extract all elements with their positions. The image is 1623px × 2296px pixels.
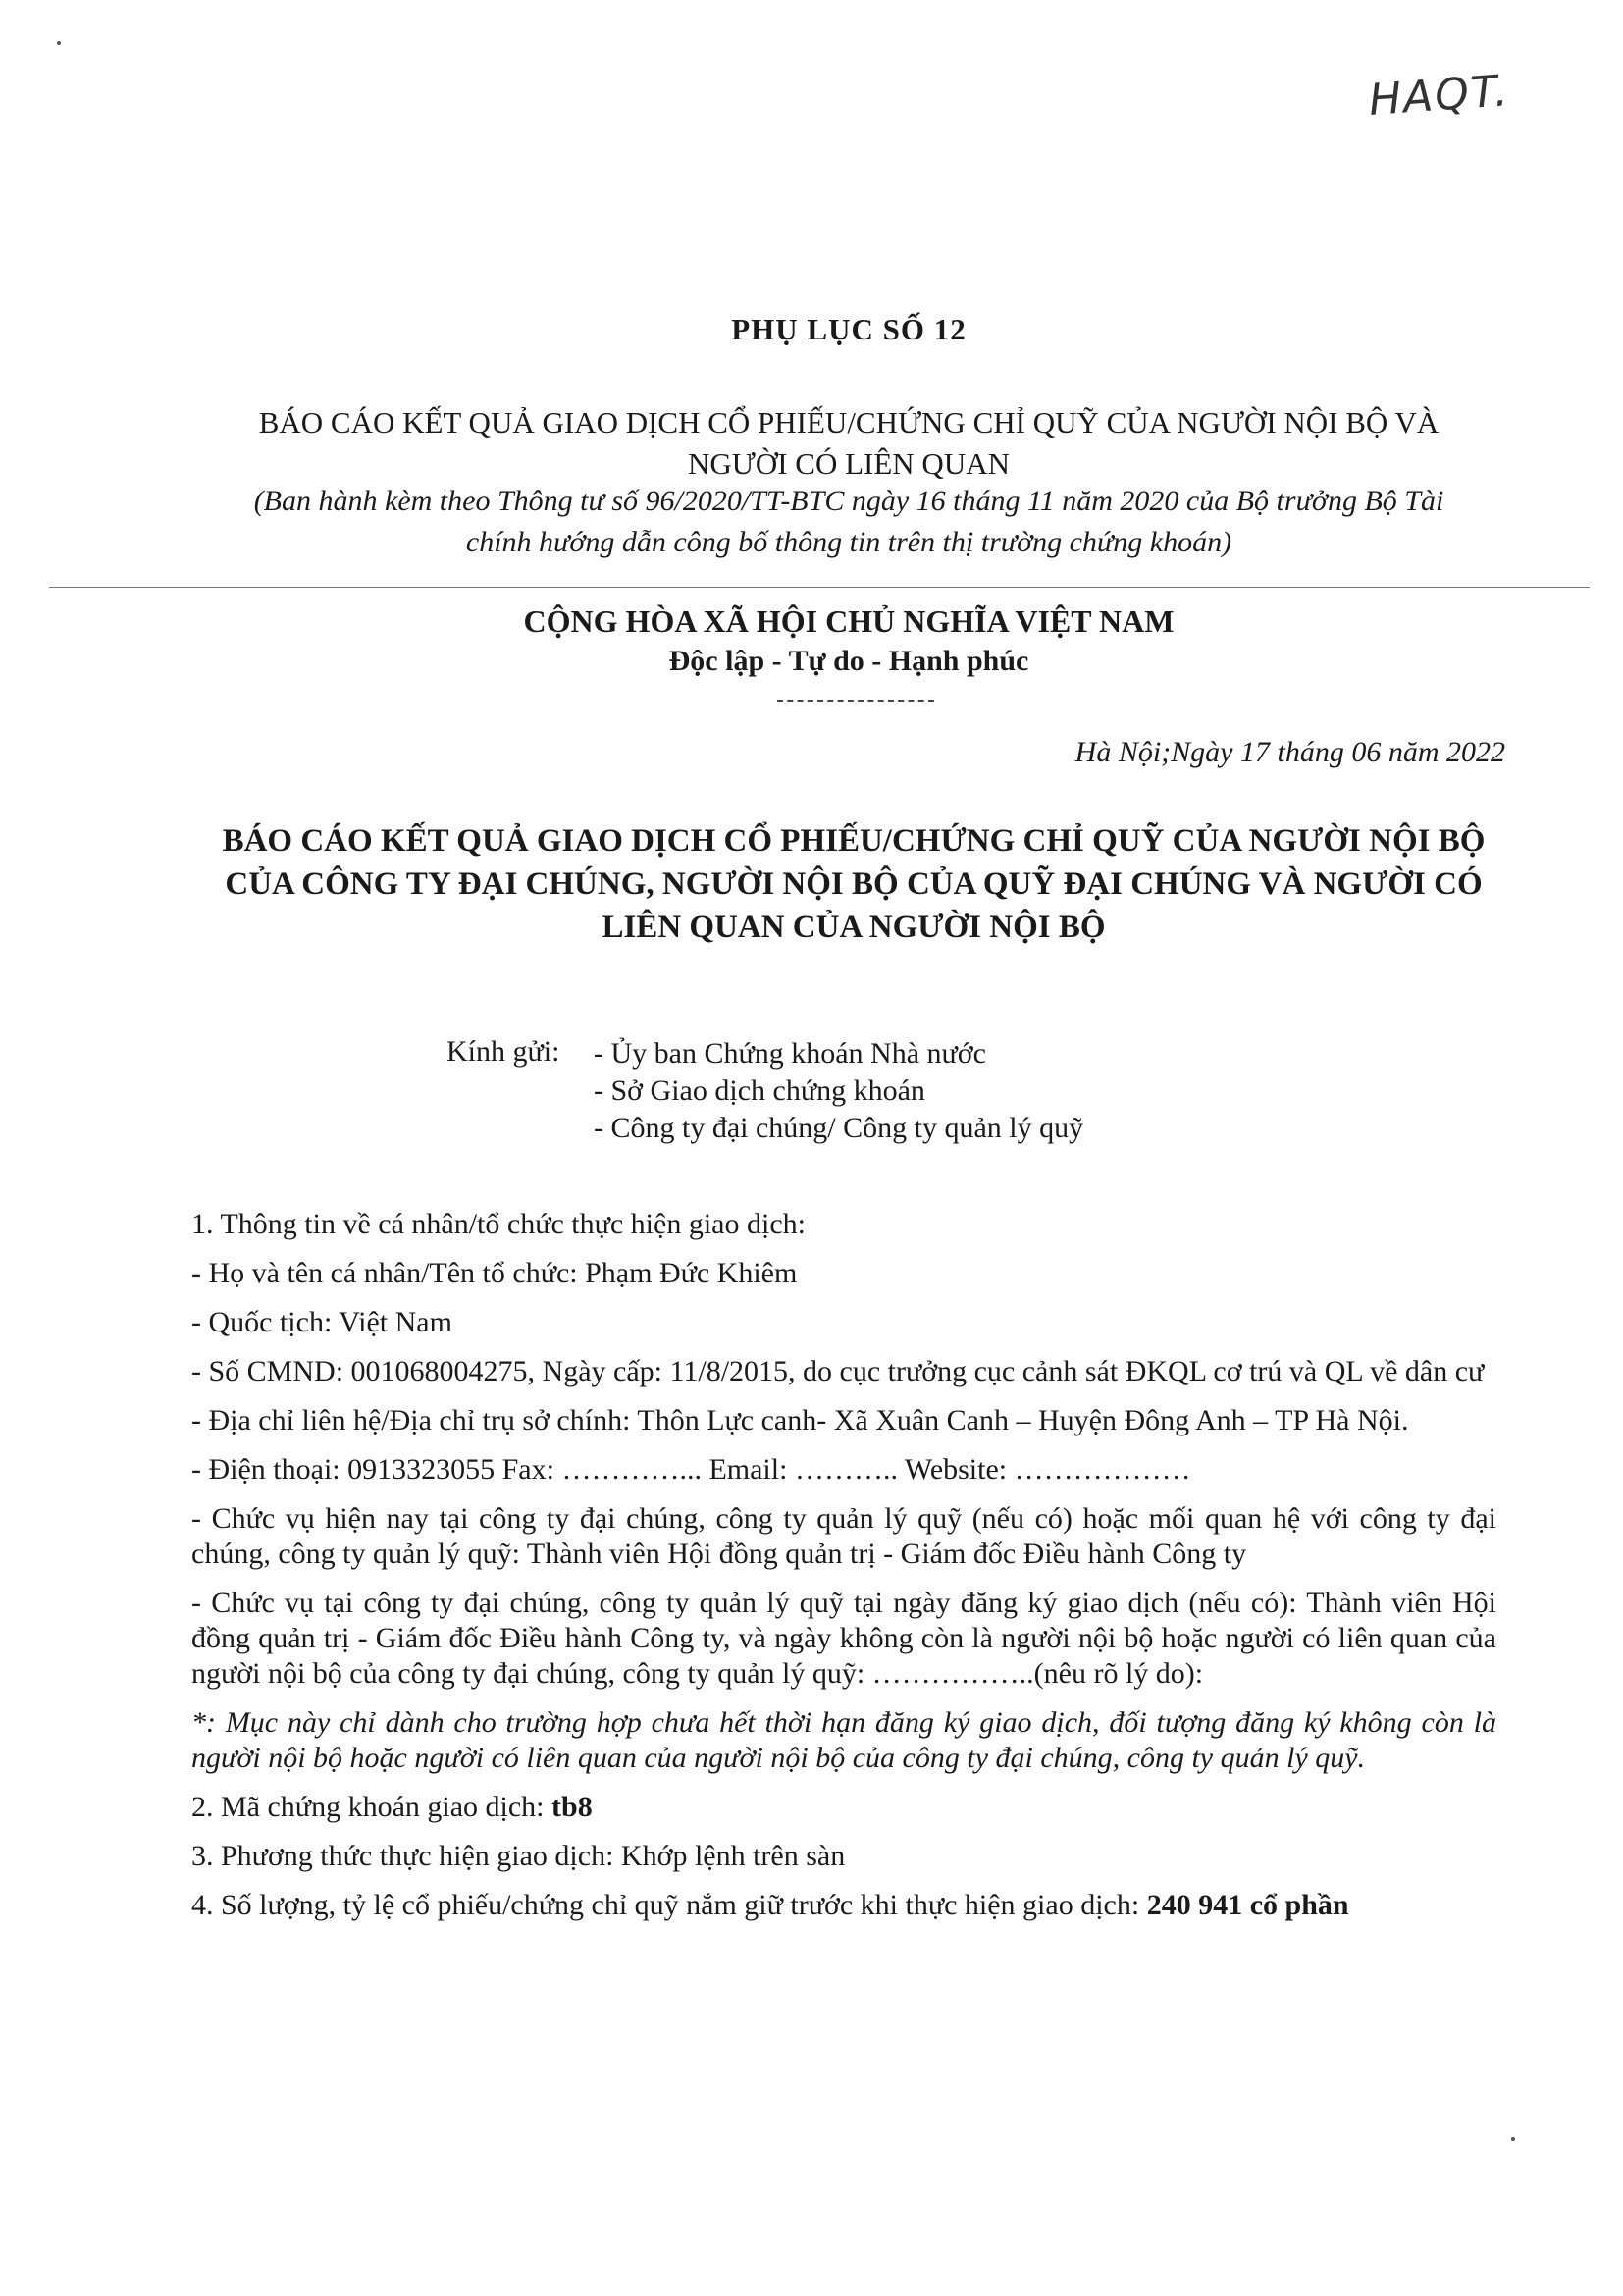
report-title-line3: LIÊN QUAN CỦA NGƯỜI NỘI BỘ	[602, 910, 1106, 945]
recipients-list	[594, 1035, 1083, 1147]
id-card: - Số CMND: 001068004275, Ngày cấp: 11/8/2015, do cục trưởng cục cảnh sát ĐKQL cơ trú và QL về dân cư	[191, 1355, 1485, 1387]
section2	[191, 1790, 1496, 1825]
scan-speck	[57, 41, 61, 45]
country-name: CỘNG HÒA XÃ HỘI CHỦ NGHĨA VIỆT NAM	[523, 603, 1175, 639]
report-body	[191, 1207, 1496, 1937]
footnote: *: Mục này chỉ dành cho trường hợp chưa hết thời hạn đăng ký giao dịch, đối tượng đăng ký không còn là người nội bộ hoặc người có liên quan của người nội bộ của công ty đại chúng, công ty quản lý quỹ.	[191, 1706, 1496, 1774]
appendix-note-line2: chính hướng dẫn công bố thông tin trên thị trường chứng khoán)	[465, 526, 1232, 558]
nationality: - Quốc tịch: Việt Nam	[191, 1306, 452, 1338]
national-motto: Độc lập - Tự do - Hạnh phúc	[668, 645, 1029, 677]
report-title-line1: BÁO CÁO KẾT QUẢ GIAO DỊCH CỔ PHIẾU/CHỨNG CHỈ QUỸ CỦA NGƯỜI NỘI BỘ	[222, 823, 1486, 859]
contact-info: - Điện thoại: 0913323055 Fax: …………... Email: ……….. Website: ………………	[191, 1453, 1191, 1486]
recipient-item: - Ủy ban Chứng khoán Nhà nước	[594, 1037, 986, 1070]
section3: 3. Phương thức thực hiện giao dịch: Khớp lệnh trên sàn	[191, 1840, 846, 1872]
report-title-line2: CỦA CÔNG TY ĐẠI CHÚNG, NGƯỜI NỘI BỘ CỦA QUỸ ĐẠI CHÚNG VÀ NGƯỜI CÓ	[225, 866, 1483, 902]
address: - Địa chỉ liên hệ/Địa chỉ trụ sở chính: Thôn Lực canh- Xã Xuân Canh – Huyện Đông Anh – TP Hà Nội.	[191, 1404, 1409, 1436]
motto-underline	[777, 700, 934, 702]
stock-code: tb8	[551, 1791, 593, 1823]
recipient-item: - Công ty đại chúng/ Công ty quản lý quỹ	[594, 1112, 1084, 1144]
recipient-item: - Sở Giao dịch chứng khoán	[594, 1074, 925, 1107]
section-divider	[49, 587, 1590, 588]
appendix-heading	[196, 402, 1501, 485]
shares-held: 240 941 cổ phần	[1146, 1889, 1349, 1921]
section2-label: 2. Mã chứng khoán giao dịch:	[191, 1791, 552, 1823]
handwritten-corner-mark: HAQT.	[1367, 66, 1512, 126]
section4	[191, 1888, 1496, 1923]
section1-heading: 1. Thông tin về cá nhân/tổ chức thực hiện giao dịch:	[191, 1208, 806, 1240]
appendix-title: PHỤ LỤC SỐ 12	[731, 312, 967, 346]
person-name: - Họ và tên cá nhân/Tên tổ chức: Phạm Đức Khiêm	[191, 1257, 798, 1289]
position-at-registration: - Chức vụ tại công ty đại chúng, công ty quản lý quỹ tại ngày đăng ký giao dịch (nếu có): Thành viên Hội đồng quản trị - Giám đốc Điều hành Công ty, và ngày không còn là người nội bộ hoặc người có liên quan của người nội bộ của công ty đại chúng, công ty quản lý quỹ: ……………..(nêu rõ lý do):	[191, 1587, 1496, 1690]
scan-speck	[1511, 2137, 1515, 2141]
section4-label: 4. Số lượng, tỷ lệ cổ phiếu/chứng chỉ quỹ nắm giữ trước khi thực hiện giao dịch:	[191, 1889, 1147, 1921]
appendix-heading-line2: NGƯỜI CÓ LIÊN QUAN	[688, 446, 1010, 481]
current-position: - Chức vụ hiện nay tại công ty đại chúng, công ty quản lý quỹ (nếu có) hoặc mối quan hệ với công ty đại chúng, công ty quản lý quỹ: Thành viên Hội đồng quản trị - Giám đốc Điều hành Công ty	[191, 1502, 1496, 1570]
appendix-note-line1: (Ban hành kèm theo Thông tư số 96/2020/TT-BTC ngày 16 tháng 11 năm 2020 của Bộ trưởng Bộ Tài	[253, 485, 1444, 517]
document-date: Hà Nội;Ngày 17 tháng 06 năm 2022	[1074, 736, 1505, 768]
appendix-heading-line1: BÁO CÁO KẾT QUẢ GIAO DỊCH CỔ PHIẾU/CHỨNG CHỈ QUỸ CỦA NGƯỜI NỘI BỘ VÀ	[258, 405, 1440, 440]
appendix-note	[196, 481, 1501, 563]
recipients-label: Kính gửi:	[446, 1035, 560, 1068]
report-title	[216, 819, 1492, 949]
